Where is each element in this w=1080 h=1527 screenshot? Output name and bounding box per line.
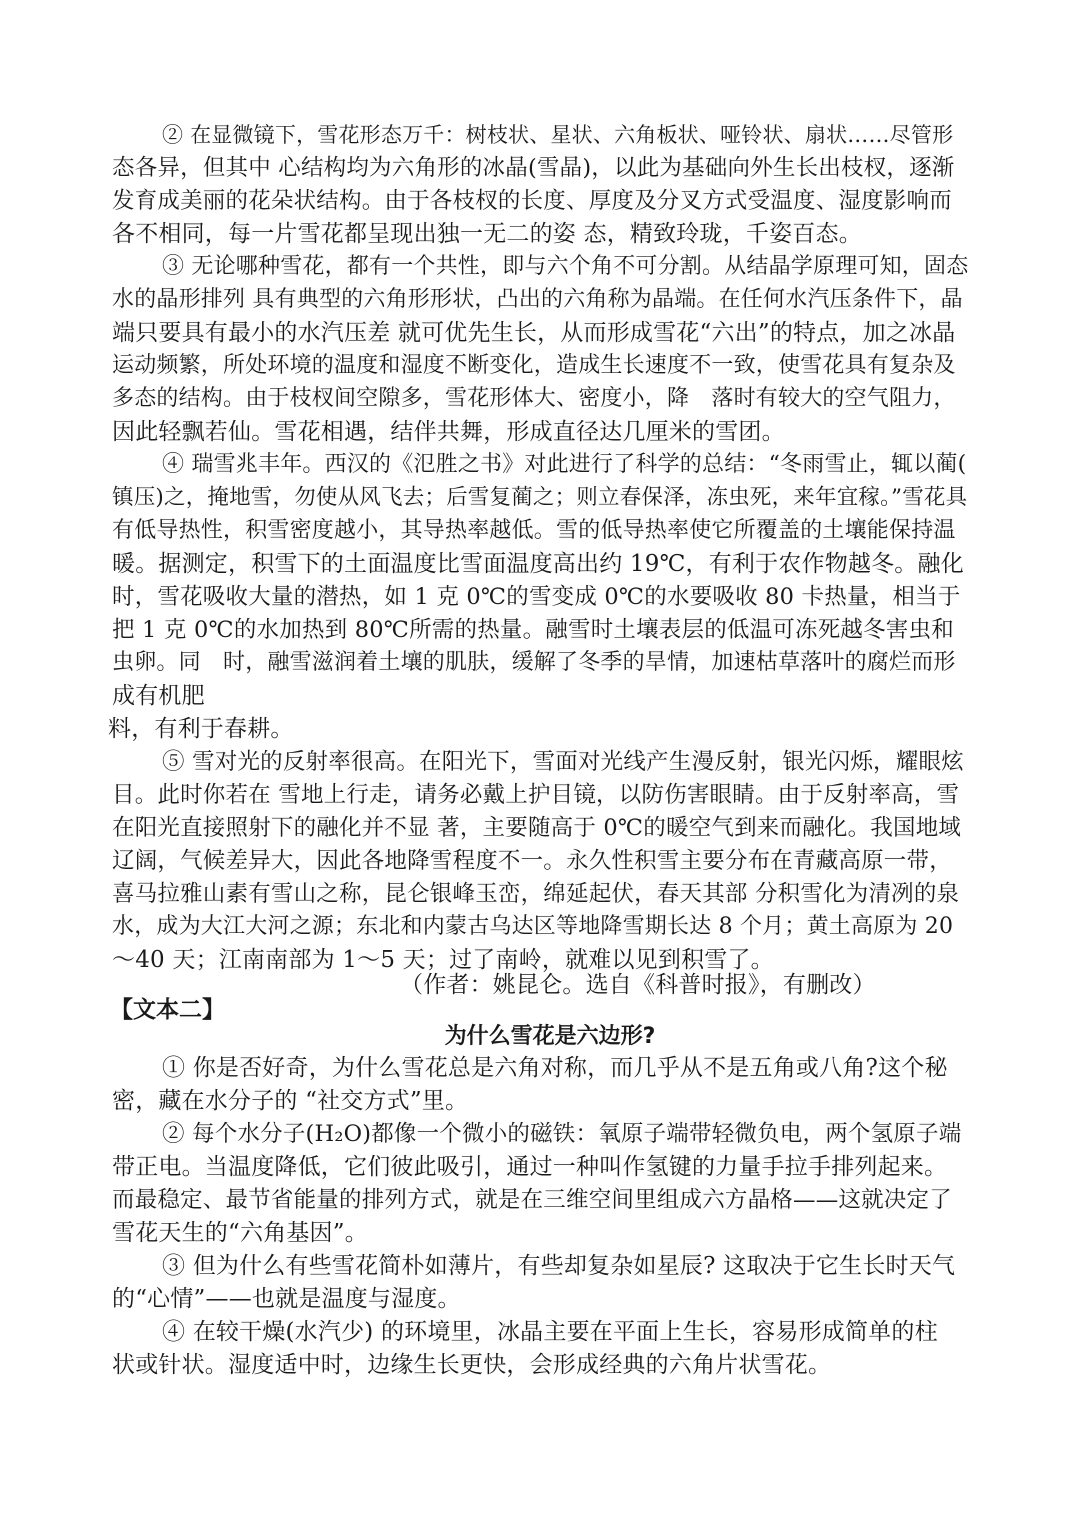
text-line: 喜马拉雅山素有雪山之称，昆仑银峰玉峦，绵延起伏，春天其部 分积雪化为清冽的泉 xyxy=(112,881,960,907)
text-line: 运动频繁，所处环境的温度和湿度不断变化，造成生长速度不一致，使雪花具有复杂及 xyxy=(112,353,956,378)
text-line: 密，藏在水分子的 “社交方式”里。 xyxy=(112,1088,469,1114)
text-line: 因此轻飘若仙。雪花相遇，结伴共舞，形成直径达几厘米的雪团。 xyxy=(112,419,785,445)
text-line: 把 1 克 0℃的水加热到 80℃所需的热量。融雪时土壤表层的低温可冻死越冬害虫和 xyxy=(112,617,954,643)
text-line: 的“心情”——也就是温度与湿度。 xyxy=(112,1286,461,1312)
text-line: 暖。据测定，积雪下的土面温度比雪面温度高出约 19℃，有利于农作物越冬。融化 xyxy=(112,551,964,577)
text-line: 状或针状。湿度适中时，边缘生长更快，会形成经典的六角片状雪花。 xyxy=(112,1352,832,1378)
text-line: 各不相同，每一片雪花都呈现出独一无二的姿 态，精致玲珑，千姿百态。 xyxy=(112,221,862,247)
section-label: 【文本二】 xyxy=(110,997,225,1023)
text-line: 水，成为大江大河之源；东北和内蒙古乌达区等地降雪期长达 8 个月；黄土高原为 20 xyxy=(112,914,954,939)
article-title: 为什么雪花是六边形? xyxy=(444,1024,656,1049)
text-line: 雪花天生的“六角基因”。 xyxy=(112,1220,368,1246)
text-line: 而最稳定、最节省能量的排列方式，就是在三维空间里组成六方晶格——这就决定了 xyxy=(112,1187,952,1213)
text-line: ② 在显微镜下，雪花形态万千：树枝状、星状、六角板状、哑铃状、扇状……尽管形 xyxy=(162,123,954,147)
text-line: 镇压)之，掩地雪，勿使从风飞去；后雪复蔺之；则立春保泽，冻虫死，来年宜稼。”雪花具 xyxy=(112,485,968,510)
source-attribution: （作者：姚昆仑。选自《科普时报》，有删改） xyxy=(400,972,876,998)
text-line: 目。此时你若在 雪地上行走，请务必戴上护目镜，以防伤害眼睛。由于反射率高，雪 xyxy=(112,782,960,808)
text-line: 水的晶形排列 具有典型的六角形形状，凸出的六角称为晶端。在任何水汽压条件下，晶 xyxy=(112,287,963,312)
text-line: ③ 无论哪种雪花，都有一个共性，即与六个角不可分割。从结晶学原理可知，固态 xyxy=(162,254,969,279)
text-line: ④ 在较干燥(水汽少) 的环境里，冰晶主要在平面上生长，容易形成简单的柱 xyxy=(162,1319,938,1345)
text-line: 在阳光直接照射下的融化并不显 著，主要随高于 0℃的暖空气到来而融化。我国地域 xyxy=(112,815,962,841)
text-line: 带正电。当温度降低，它们彼此吸引，通过一种叫作氢键的力量手拉手排列起来。 xyxy=(112,1154,948,1180)
text-line: ① 你是否好奇，为什么雪花总是六角对称，而几乎从不是五角或八角?这个秘 xyxy=(162,1055,948,1081)
text-line: 多态的结构。由于枝杈间空隙多，雪花形体大、密度小，降 落时有较大的空气阻力， xyxy=(112,386,956,411)
text-line: 辽阔，气候差异大，因此各地降雪程度不一。永久性积雪主要分布在青藏高原一带， xyxy=(112,848,952,874)
text-line: ④ 瑞雪兆丰年。西汉的《氾胜之书》对此进行了科学的总结：“冬雨雪止，辄以蔺( xyxy=(162,452,967,477)
text-line: 虫卵。同 时，融雪滋润着土壤的肌肤，缓解了冬季的旱情，加速枯草落叶的腐烂而形 xyxy=(112,650,956,675)
text-line: 料，有利于春耕。 xyxy=(108,716,294,742)
text-line: 时，雪花吸收大量的潜热，如 1 克 0℃的雪变成 0℃的水要吸收 80 卡热量，相当于 xyxy=(112,584,961,610)
text-line: 态各异，但其中 心结构均为六角形的冰晶(雪晶)，以此为基础向外生长出枝杈，逐渐 xyxy=(112,155,955,181)
text-line: 发育成美丽的花朵状结构。由于各枝杈的长度、厚度及分叉方式受温度、湿度影响而 xyxy=(112,188,952,214)
text-line: ② 每个水分子(H₂O)都像一个微小的磁铁：氧原子端带轻微负电，两个氢原子端 xyxy=(162,1121,962,1147)
text-line: ～40 天；江南南部为 1～5 天；过了南岭，就难以见到积雪了。 xyxy=(112,947,774,973)
text-line: 端只要具有最小的水汽压差 就可优先生长，从而形成雪花“六出”的特点，加之冰晶 xyxy=(112,320,956,346)
text-line: ③ 但为什么有些雪花简朴如薄片，有些却复杂如星辰? 这取决于它生长时天气 xyxy=(162,1253,956,1279)
text-line: 有低导热性，积雪密度越小，其导热率越低。雪的低导热率使它所覆盖的土壤能保持温 xyxy=(112,518,956,543)
text-line: 成有机肥 xyxy=(112,683,205,709)
text-line: ⑤ 雪对光的反射率很高。在阳光下，雪面对光线产生漫反射，银光闪烁，耀眼炫 xyxy=(162,749,964,775)
